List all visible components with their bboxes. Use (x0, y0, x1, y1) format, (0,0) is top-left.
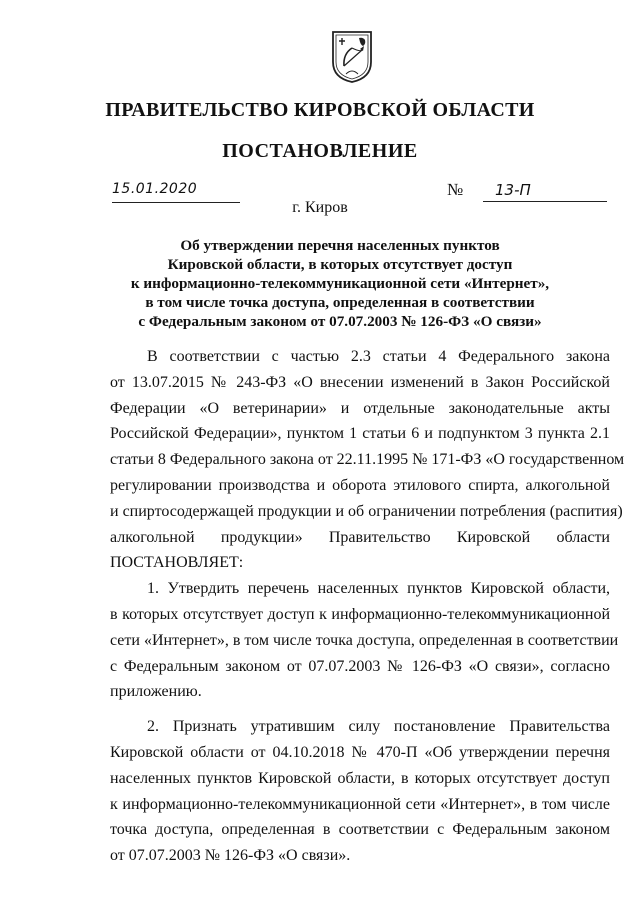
text-line: 1. Утвердить перечень населенных пунктов Кировской области, (147, 580, 610, 598)
text-line: Кировской области от 04.10.2018 № 470-П «Об утверждении перечня (110, 743, 610, 761)
date-value: 15.01.2020 (112, 181, 198, 197)
number-label: № (447, 180, 464, 199)
text-line: алкогольной продукции» Правительство Кировской области (110, 528, 610, 546)
text-line: к информационно-телекоммуникационной сети «Интернет», в том числе (110, 795, 610, 813)
item-1-paragraph (110, 576, 619, 705)
text-line: приложению. (110, 683, 202, 701)
text-line: ПОСТАНОВЛЯЕТ: (110, 554, 244, 572)
text-line: Федерации «О ветеринарии» и отдельные законодательные акты (110, 399, 610, 417)
text-line: с Федеральным законом от 07.07.2003 № 126-ФЗ «О связи», согласно (110, 657, 610, 675)
text-line: регулировании производства и оборота этилового спирта, алкогольной (110, 476, 610, 494)
kirov-coat-of-arms-icon (330, 30, 374, 84)
city: г. Киров (292, 199, 348, 216)
document-heading (110, 236, 570, 331)
government-name: ПРАВИТЕЛЬСТВО КИРОВСКОЙ ОБЛАСТИ (105, 99, 535, 121)
text-line: 2. Признать утратившим силу постановление Правительства (147, 718, 610, 736)
heading-line: Кировской области, в которых отсутствует доступ (167, 256, 513, 273)
item-2-paragraph (110, 714, 610, 869)
preamble-paragraph (110, 344, 625, 576)
heading-line: Об утверждении перечня населенных пунктов (180, 237, 500, 254)
text-line: В соответствии с частью 2.3 статьи 4 Федерального закона (147, 348, 610, 365)
text-line: от 13.07.2015 № 243-ФЗ «О внесении изменений в Закон Российской (110, 373, 610, 391)
document-type: ПОСТАНОВЛЕНИЕ (222, 140, 418, 162)
text-line: сети «Интернет», в том числе точка доступа, определенная в соответствии (110, 631, 619, 649)
text-line: населенных пунктов Кировской области, в которых отсутствует доступ (110, 769, 610, 787)
text-line: в которых отсутствует доступ к информационно-телекоммуникационной (110, 605, 610, 623)
number-value: 13-П (495, 181, 531, 199)
text-line: и спиртосодержащей продукции и об ограничении потребления (распития) (110, 502, 623, 520)
heading-line: в том числе точка доступа, определенная в соответствии (145, 294, 535, 311)
text-line: от 07.07.2003 № 126-ФЗ «О связи». (110, 847, 351, 865)
text-line: точка доступа, определенная в соответствии с Федеральным законом (110, 821, 610, 839)
heading-line: к информационно-телекоммуникационной сети «Интернет», (130, 275, 550, 292)
heading-line: с Федеральным законом от 07.07.2003 № 126-ФЗ «О связи» (138, 313, 542, 330)
text-line: статьи 8 Федерального закона от 22.11.1995 № 171-ФЗ «О государственном (110, 451, 625, 469)
text-line: Российской Федерации», пунктом 1 статьи 6 и подпунктом 3 пункта 2.1 (110, 425, 610, 443)
document-body (110, 344, 625, 869)
